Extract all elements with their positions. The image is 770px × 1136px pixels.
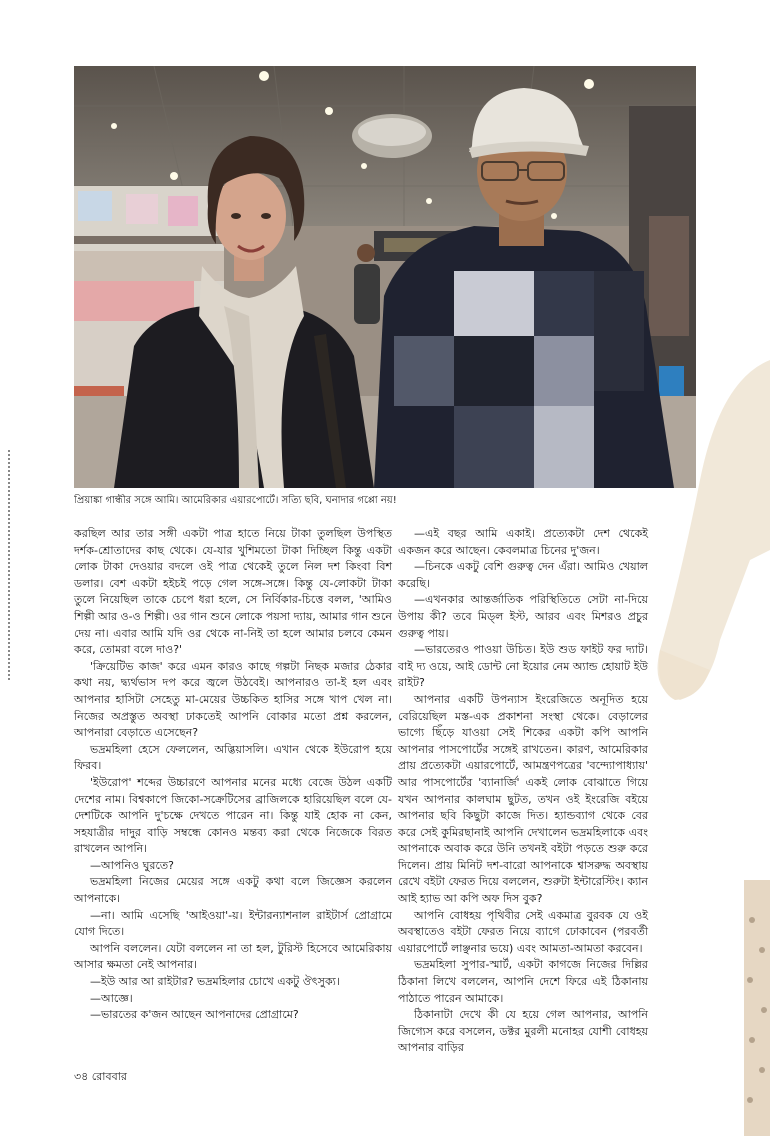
- paragraph: ভদ্রমহিলা হেসে ফেললেন, অব্ভিয়াসলি। এখান থেকে ইউরোপ হয়ে ফিরব।: [74, 742, 392, 773]
- page-folio: [74, 1068, 127, 1087]
- paragraph: ঠিকানাটা দেখে কী যে হয়ে গেল আপনার, আপনি জিগ্যেস করে বসলেন, ডক্টর মুরলী মনোহর যোশী বোধহয় আপনার বাড়ির: [398, 1008, 648, 1055]
- article-right-column: [398, 526, 648, 1057]
- paragraph: —ভারতের ক'জন আছেন আপনাদের প্রোগ্রামে?: [90, 1008, 299, 1022]
- paragraph: —আজ্ঞে।: [90, 991, 133, 1005]
- paragraph: —ইউ আর আ রাইটার? ভদ্রমহিলার চোখে একটু ঔৎসুক্য।: [90, 975, 340, 989]
- paragraph: আপনি বোধহয় পৃথিবীর সেই একমাত্র বুরবক যে ওই অবস্থাতেও বইটা ফেরত নিয়ে ব্যাগে ঢোকাবেন (পরবর্তী এয়ারপোর্টে লাঞ্ছনার ভয়ে) এবং আমতা-আমতা করবেন।: [398, 908, 648, 955]
- margin-dotted-rule: [8, 450, 10, 680]
- page-number: ৩৪: [74, 1070, 89, 1083]
- paragraph: —চিনকে একটু বেশি গুরুত্ব দেন এঁরা। আমিও খেয়াল করেছি।: [398, 560, 648, 590]
- paragraph: 'ইউরোপ' শব্দের উচ্চারণে আপনার মনের মধ্যে বেজে উঠল একটি দেশের নাম। বিশ্বকাপে জিকো-সক্রেটিসের ব্রাজিলকে হারিয়েছিল বলে যে-দেশটিকে আপনি দু'চক্ষে দেখতে পারেন না। কিন্তু যাই হোক না কেন, সহযাত্রীর দাদুর বাড়ি সম্বন্ধে কোনও মন্তব্য করা থেকে নিজেকে বিরত রাখলেন আপনি।: [74, 775, 392, 856]
- paragraph: —এই বছর আমি একাই। প্রত্যেকটা দেশ থেকেই একজন করে আছেন। কেবলমাত্র চিনের দু'জন।: [398, 527, 648, 557]
- paragraph: —আপনিও ঘুরতে?: [90, 858, 174, 872]
- section-name: রোববার: [91, 1070, 127, 1083]
- paragraph: আপনি বললেন। যেটা বললেন না তা হল, টুরিস্ট হিসেবে আমেরিকায় আসার ক্ষমতা নেই আপনার।: [74, 941, 392, 972]
- paragraph: —এখনকার আন্তর্জাতিক পরিস্থিতিতে সেটা না-দিয়ে উপায় কী? তবে মিড্ল ইস্ট, আরব এবং মিশরও প্রচুর গুরুত্ব পায়।: [398, 593, 648, 640]
- side-figure-illustration: [640, 360, 770, 1136]
- paragraph: —ভারতেরও পাওয়া উচিত। ইউ শুড ফাইট ফর দ্যাট। বাই দ্য ওয়ে, আই ডোন্ট নো ইয়োর নেম অ্যান্ড হোয়াট ইউ রাইট?: [398, 643, 648, 690]
- article-left-column: [74, 526, 392, 1024]
- paragraph: ভদ্রমহিলা সুপার-স্মার্ট, একটা কাগজে নিজের দিল্লির ঠিকানা লিখে বললেন, আপনি দেশে ফিরে এই ঠিকানায় পাঠাতে পারেন আমাকে।: [398, 958, 648, 1005]
- paragraph: করছিল আর তার সঙ্গী একটা পাত্র হাতে নিয়ে টাকা তুলছিল উপস্থিত দর্শক-শ্রোতাদের কাছ থেকে। যে-যার খুশিমতো টাকা দিচ্ছিল কিন্তু একটা লোক টাকা দেওয়ার বদলে ওই পাত্র থেকেই তুলে নিল দশ কিংবা বিশ ডলার। বেশ একটা হইচই পড়ে গেল সঙ্গে-সঙ্গে। কিন্তু যে-লোকটা টাকা তুলে নিয়েছিল তাকে চেপে ধরা হলে, সে নির্বিকার-চিত্তে বলল, 'আমিও শিল্পী আর ও-ও শিল্পী। ওর গান শুনে লোকে পয়সা দ্যায়, আমার গান শুনে দেয় না। এবার আমি যদি ওর থেকে না-নিই তা হলে আমার চলবে কেমন করে, তোমরা বলে দাও?': [74, 527, 392, 657]
- article-photo: [74, 66, 696, 488]
- paragraph: ভদ্রমহিলা নিজের মেয়ের সঙ্গে একটু কথা বলে জিজ্ঞেস করলেন আপনাকে।: [74, 875, 392, 906]
- paragraph: আপনার একটি উপন্যাস ইংরেজিতে অনূদিত হয়ে বেরিয়েছিল মস্ত-এক প্রকাশনা সংস্থা থেকে। বেড়ালের ভাগ্যে ছিঁড়ে যাওয়া সেই শিকের একটা কপি আপনি আপনার পাসপোর্টের সঙ্গেই রাখতেন। কারণ, আমেরিকার প্রায় প্রত্যেকটা এয়ারপোর্টে, আমন্ত্রণপত্রের 'বন্দ্যোপাধ্যায়' আর পাসপোর্টের 'ব্যানার্জি' একই লোক বোঝাতে গিয়ে যখন আপনার কালঘাম ছুটত, তখন ওই ইংরেজি বইয়ে আপনার ছবি কিছুটা কাজে দিত। হ্যান্ডব্যাগ থেকে বের করে সেই কুমিরছানাই আপনি দেখালেন ভদ্রমহিলাকে এবং আপনাকে অবাক করে উনি তখনই বইটা পড়তে শুরু করে দিলেন। প্রায় মিনিট দশ-বারো আপনাকে শ্বাসরুদ্ধ অবস্থায় রেখে বইটা ফেরত দিয়ে বললেন, শুরুটা ইন্টারেস্টিং। ক্যান আই হ্যাভ আ কপি অফ দিস বুক?: [398, 692, 648, 906]
- paragraph: —না। আমি এসেছি 'আইওয়া'-য়। ইন্টারন্যাশনাল রাইটার্স প্রোগ্রামে যোগ দিতে।: [74, 908, 392, 939]
- photo-caption: প্রিয়াঙ্কা গান্ধীর সঙ্গে আমি। আমেরিকার এয়ারপোর্টে। সত্যি ছবি, ঘনাদার গপ্পো নয়!: [74, 495, 397, 506]
- paragraph: 'ক্রিয়েটিভ কাজ' করে এমন কারও কাছে গল্পটা নিছক মজার ঠেকার কথা নয়, দ্ব্যর্থভাস দপ করে জ্বলে উঠবেই। আপনারও তা-ই হল এবং আপনার হাসিটা সেহেতু মা-মেয়ের উচ্চকিত হাসির সঙ্গে খাপ খেল না। নিজের অপ্রস্তুত অবস্থা ঢাকতেই আপনি বোকার মতো প্রশ্ন করলেন, আপনারা বেড়াতে এসেছেন?: [74, 659, 392, 740]
